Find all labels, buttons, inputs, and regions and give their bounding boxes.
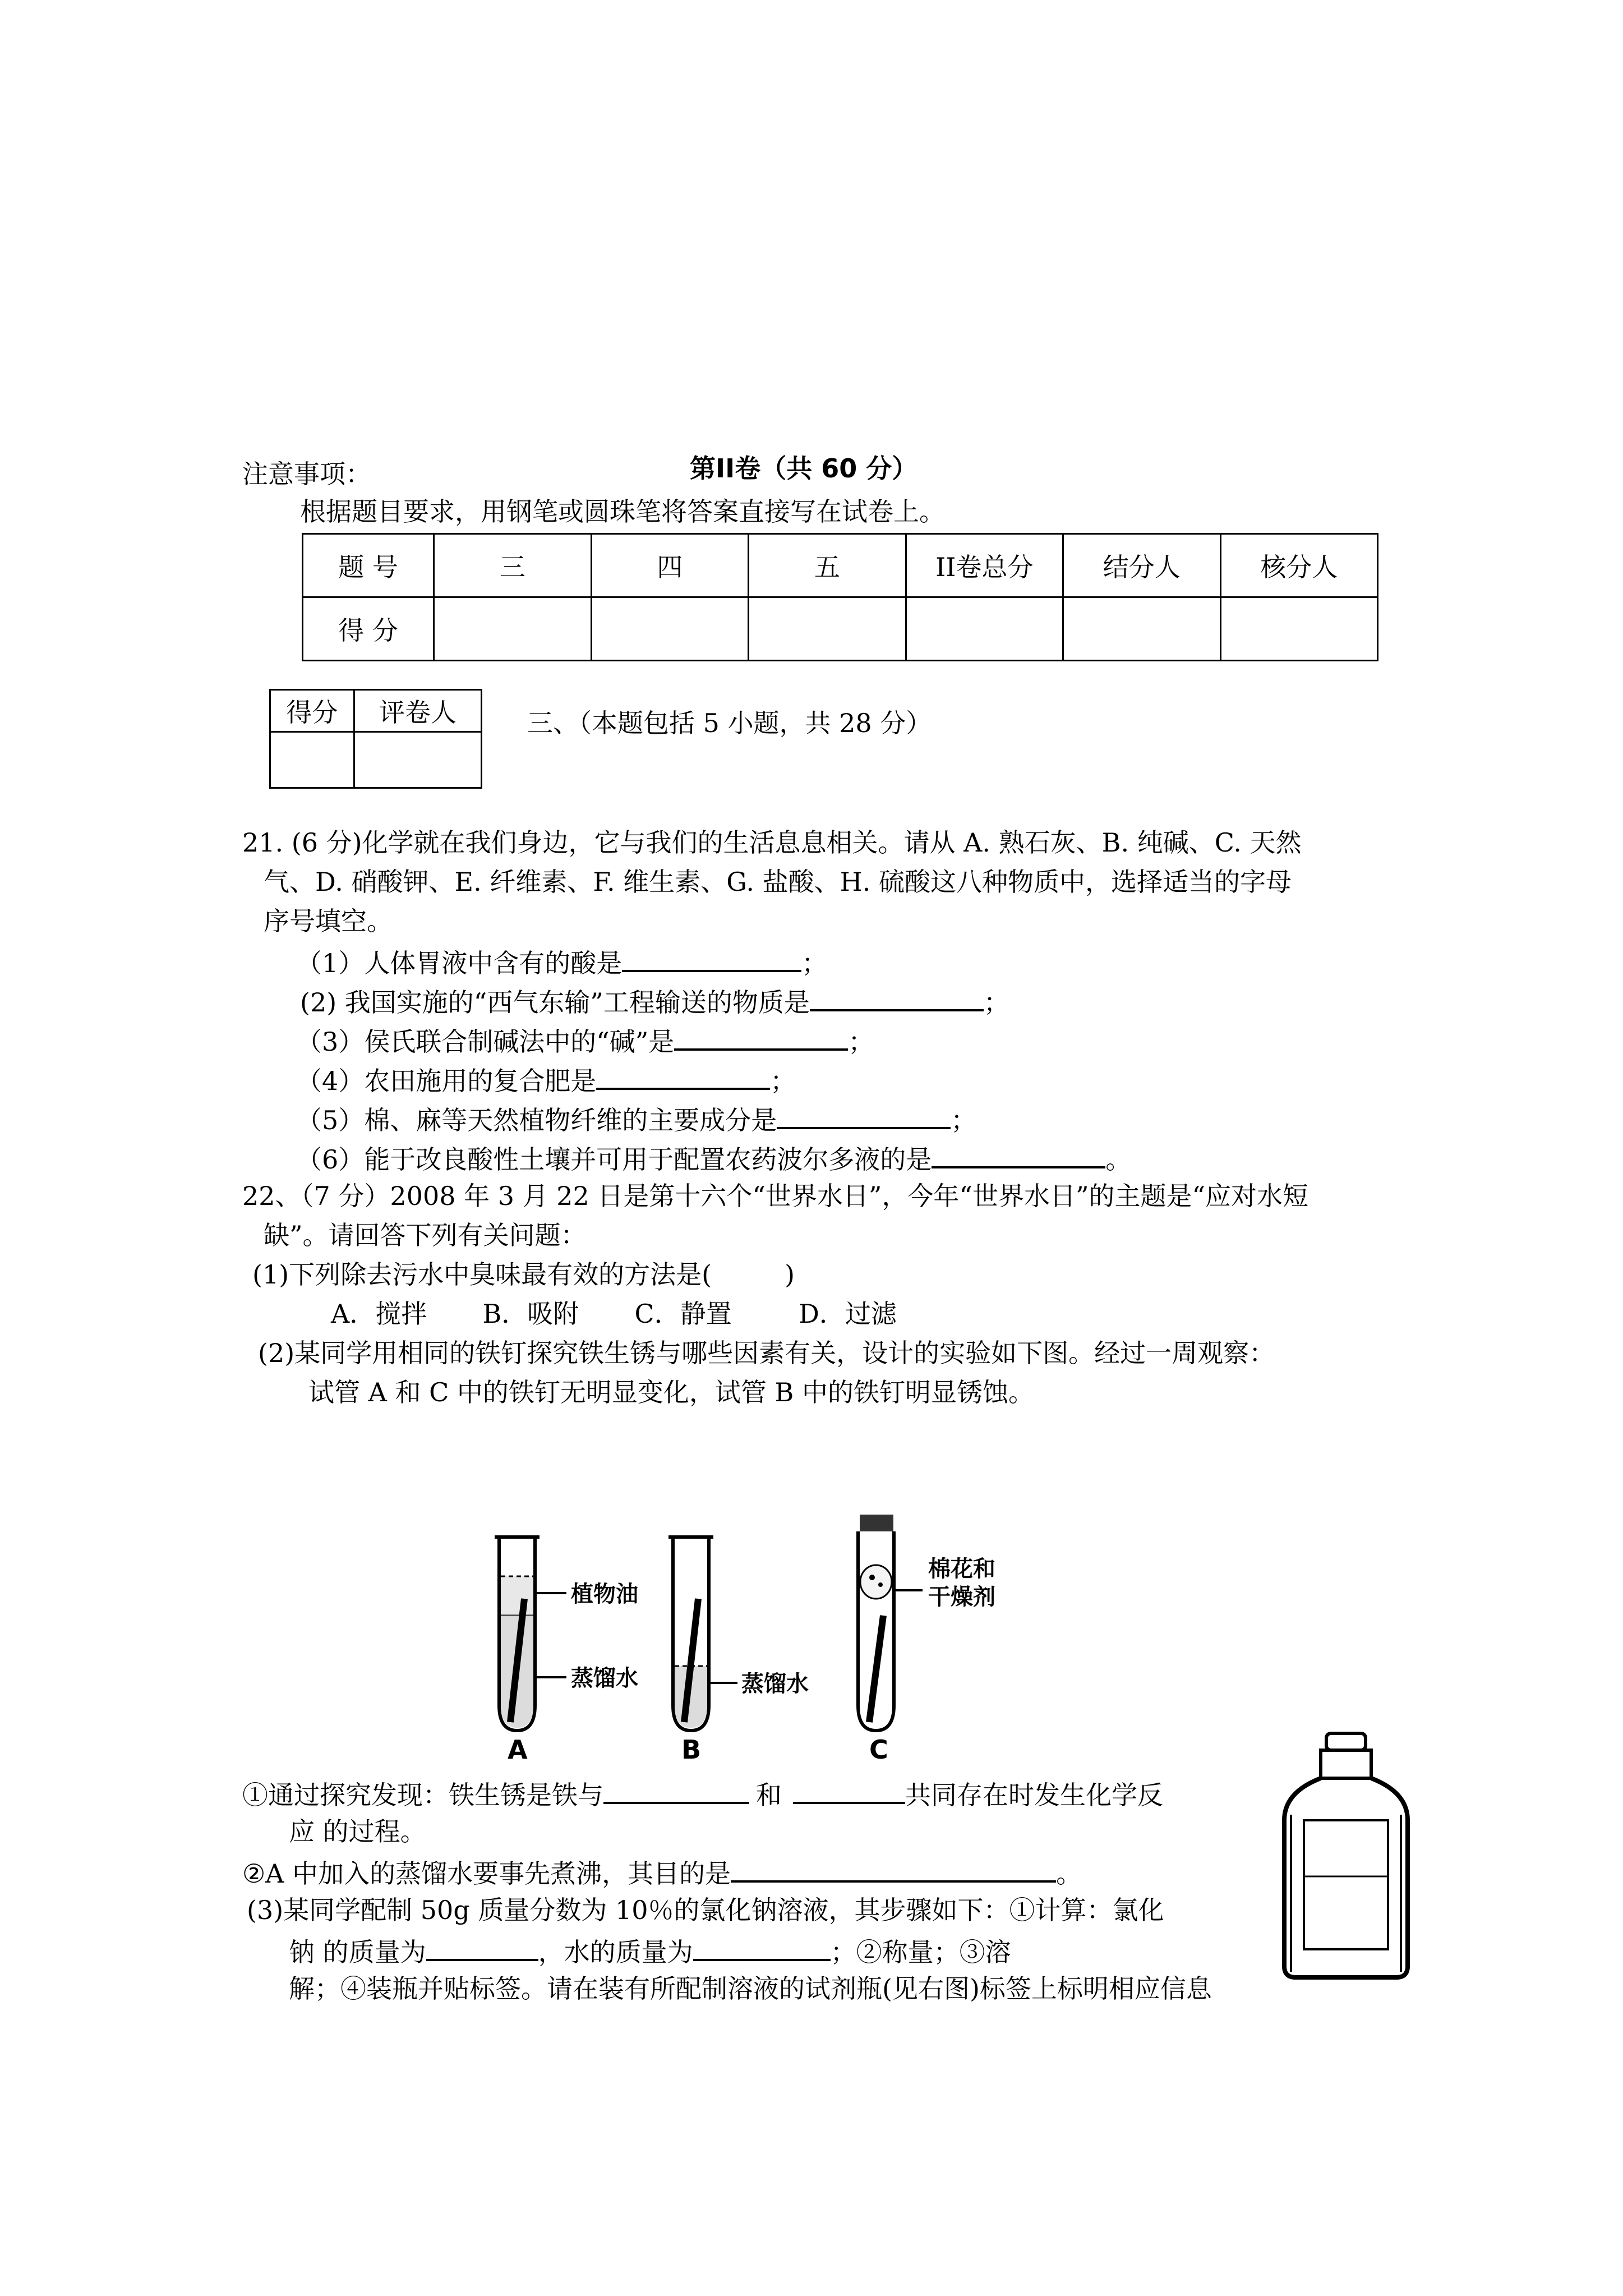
q21-item-4 — [296, 1063, 796, 1097]
label-cotton-desiccant-2: 干燥剂 — [928, 1584, 995, 1610]
q22-part3-line2 — [289, 1934, 1011, 1968]
score-table — [302, 533, 1378, 661]
q22-c1-text-b: 和 — [756, 1780, 782, 1810]
label-distilled-water-b: 蒸馏水 — [741, 1671, 809, 1697]
label-vegetable-oil: 植物油 — [571, 1581, 638, 1607]
q22-part1-text: (1)下列除去污水中臭味最有效的方法是( — [252, 1259, 712, 1290]
q22-part2-line1: (2)某同学用相同的铁钉探究铁生锈与哪些因素有关，设计的实验如下图。经过一周观察： — [258, 1338, 1275, 1368]
q22-conclusion-2 — [242, 1856, 1082, 1889]
test-tube-figure — [482, 1515, 1043, 1761]
q22-part3-line1: (3)某同学配制 50g 质量分数为 10％的氯化钠溶液，其步骤如下：①计算：氯化 — [247, 1895, 1164, 1925]
q21-item-3 — [296, 1024, 874, 1057]
score-cell — [906, 597, 1063, 661]
q21-intro-line1: 21. (6 分)化学就在我们身边，它与我们的生活息息相关。请从 A. 熟石灰、B. 纯碱、C. 天然 — [242, 827, 1302, 858]
label-cotton-desiccant-1: 棉花和 — [928, 1556, 995, 1582]
q22-part1 — [252, 1259, 795, 1290]
q22-c2-end: 。 — [1056, 1858, 1082, 1889]
q21-item-end: ； — [801, 948, 828, 978]
q22-part2-line2: 试管 A 和 C 中的铁钉无明显变化，试管 B 中的铁钉明显锈蚀。 — [308, 1377, 1034, 1407]
grader-name-cell — [354, 732, 481, 788]
score-header-cell: 题 号 — [303, 534, 434, 597]
q22-part1-end: ) — [785, 1259, 795, 1290]
answer-blank[interactable] — [622, 945, 801, 972]
q21-intro-line3: 序号填空。 — [264, 906, 393, 936]
q21-item-text: （3）侯氏联合制碱法中的“碱”是 — [296, 1027, 675, 1057]
grader-score-cell — [270, 732, 354, 788]
answer-blank[interactable] — [777, 1102, 951, 1129]
q22-c1-text-a: ①通过探究发现：铁生锈是铁与 — [242, 1780, 603, 1810]
section-three-title: 三、（本题包括 5 小题，共 28 分） — [527, 708, 932, 738]
q21-item-end: ； — [770, 1066, 796, 1096]
q21-item-end: 。 — [1105, 1144, 1132, 1175]
answer-blank[interactable] — [596, 1063, 770, 1090]
answer-blank[interactable] — [793, 1777, 905, 1804]
score-cell — [591, 597, 748, 661]
score-header-cell: 结分人 — [1063, 534, 1220, 597]
q22-p3-text-c: ；②称量；③溶 — [830, 1937, 1011, 1967]
q21-item-text: （5）棉、麻等天然植物纤维的主要成分是 — [296, 1105, 777, 1135]
tube-c — [858, 1515, 923, 1731]
q21-item-end: ； — [951, 1105, 977, 1135]
q21-item-text: （6）能于改良酸性土壤并可用于配置农药波尔多液的是 — [296, 1144, 932, 1175]
q22-intro-line2: 缺”。请回答下列有关问题： — [264, 1220, 587, 1250]
q21-item-end: ； — [983, 987, 1009, 1018]
tube-a — [495, 1537, 566, 1731]
q21-item-end: ； — [848, 1027, 874, 1057]
q22-intro-line1: 22、（7 分）2008 年 3 月 22 日是第十六个“世界水日”，今年“世界水日”的主题是“应对水短 — [242, 1181, 1308, 1211]
tube-b-label: B — [681, 1734, 702, 1761]
q22-conclusion-1-line2: 应 的过程。 — [289, 1816, 426, 1847]
score-header-cell: II卷总分 — [906, 534, 1063, 597]
notice-text: 根据题目要求，用钢笔或圆珠笔将答案直接写在试卷上。 — [300, 496, 945, 527]
q21-item-text: （1）人体胃液中含有的酸是 — [296, 948, 623, 978]
score-header-cell: 四 — [591, 534, 748, 597]
answer-blank[interactable] — [810, 984, 984, 1011]
page-title: 第II卷（共 60 分） — [690, 453, 918, 484]
score-row-label: 得 分 — [303, 597, 434, 661]
q22-p3-text-b: ，水的质量为 — [538, 1937, 693, 1967]
option-c: C．静置 — [634, 1299, 732, 1329]
answer-blank[interactable] — [693, 1934, 831, 1961]
q21-item-1 — [296, 945, 827, 979]
grader-box — [269, 689, 482, 789]
q22-p3-text-a: 钠 的质量为 — [289, 1937, 426, 1967]
option-a: A．搅拌 — [331, 1299, 427, 1329]
score-cell — [749, 597, 906, 661]
answer-blank[interactable] — [674, 1024, 848, 1051]
q22-part3-line3: 解；④装瓶并贴标签。请在装有所配制溶液的试剂瓶(见右图)标签上标明相应信息 — [289, 1973, 1212, 2004]
q22-c2-text: ②A 中加入的蒸馏水要事先煮沸，其目的是 — [242, 1858, 731, 1889]
bottle-label[interactable] — [1304, 1820, 1388, 1949]
score-cell — [1063, 597, 1220, 661]
score-cell — [434, 597, 591, 661]
option-b: B．吸附 — [482, 1299, 579, 1329]
q21-item-6 — [296, 1142, 1131, 1175]
q21-item-text: （4）农田施用的复合肥是 — [296, 1066, 597, 1096]
q21-item-2 — [300, 984, 1009, 1018]
label-distilled-water-a: 蒸馏水 — [571, 1665, 638, 1691]
grader-score-label: 得分 — [270, 690, 354, 732]
score-header-cell: 核分人 — [1220, 534, 1377, 597]
option-d: D．过滤 — [799, 1299, 897, 1329]
q22-c1-text-c: 共同存在时发生化学反 — [905, 1780, 1163, 1810]
score-header-cell: 三 — [434, 534, 591, 597]
reagent-bottle-figure — [1273, 1731, 1419, 1983]
q21-item-5 — [296, 1102, 976, 1136]
tube-c-label: C — [869, 1734, 888, 1761]
q21-intro-line2: 气、D. 硝酸钾、E. 纤维素、F. 维生素、G. 盐酸、H. 硫酸这八种物质中，选择适当的字母 — [264, 867, 1292, 897]
answer-blank[interactable] — [932, 1142, 1105, 1168]
tube-b — [668, 1537, 737, 1731]
q22-options — [331, 1299, 897, 1329]
score-cell — [1220, 597, 1377, 661]
answer-blank[interactable] — [731, 1856, 1056, 1883]
grader-name-label: 评卷人 — [354, 690, 481, 732]
tube-a-label: A — [508, 1734, 528, 1761]
answer-blank[interactable] — [603, 1777, 749, 1804]
notice-heading: 注意事项： — [242, 459, 371, 489]
score-header-cell: 五 — [749, 534, 906, 597]
answer-blank[interactable] — [426, 1934, 538, 1961]
q22-conclusion-1 — [242, 1777, 1163, 1811]
q21-item-text: (2) 我国实施的“西气东输”工程输送的物质是 — [300, 987, 810, 1018]
